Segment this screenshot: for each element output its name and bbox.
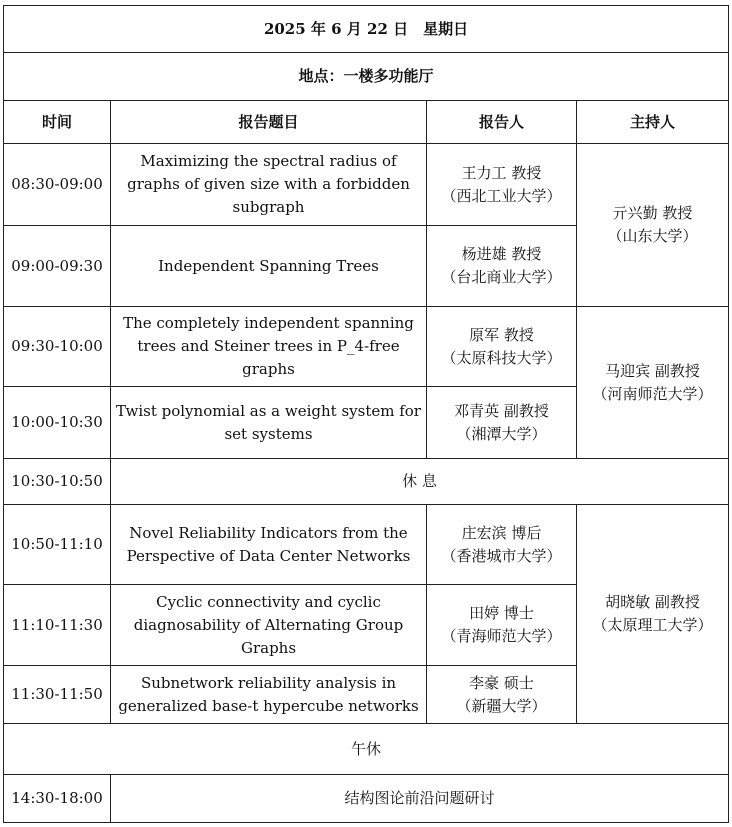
host-affiliation: （河南师范大学）	[592, 384, 713, 403]
speaker-name: 邓青英 副教授	[454, 401, 549, 420]
talk-time: 09:00-09:30	[4, 226, 111, 307]
venue-header: 地点：一楼多功能厅	[4, 53, 729, 101]
talk-speaker	[427, 307, 577, 387]
talk-speaker	[427, 387, 577, 459]
speaker-name: 田婷 博士	[469, 604, 534, 622]
col-time: 时间	[4, 101, 111, 144]
host-name: 马迎宾 副教授	[605, 361, 700, 380]
host-affiliation: （山东大学）	[607, 227, 698, 245]
speaker-name: 庄宏滨 博后	[461, 523, 542, 542]
col-speaker: 报告人	[427, 101, 577, 144]
break-time: 10:30-10:50	[4, 459, 111, 505]
talk-time: 11:30-11:50	[4, 666, 111, 724]
speaker-name: 李豪 硕士	[469, 673, 534, 692]
talk-time: 08:30-09:00	[4, 144, 111, 226]
talk-title: Maximizing the spectral radius of graphs of given size with a forbidden subgraph	[111, 144, 427, 226]
talk-speaker	[427, 505, 577, 585]
afternoon-label: 结构图论前沿问题研讨	[111, 775, 729, 823]
date-row	[4, 6, 729, 53]
host-affiliation: （太原理工大学）	[592, 616, 713, 634]
talk-title: Independent Spanning Trees	[111, 226, 427, 307]
break-row	[4, 459, 729, 505]
session-host	[577, 144, 729, 307]
talk-time: 10:00-10:30	[4, 387, 111, 459]
talk-title: Novel Reliability Indicators from the Perspective of Data Center Networks	[111, 505, 427, 585]
speaker-name: 王力工 教授	[461, 163, 542, 182]
date-header: 2025 年 6 月 22 日 星期日	[4, 6, 729, 53]
speaker-affiliation: （湘潭大学）	[456, 424, 547, 443]
speaker-affiliation: （香港城市大学）	[441, 546, 562, 565]
talk-title: Cyclic connectivity and cyclic diagnosability of Alternating Group Graphs	[111, 585, 427, 666]
lunch-row	[4, 724, 729, 775]
talk-speaker	[427, 666, 577, 724]
col-host: 主持人	[577, 101, 729, 144]
col-title: 报告题目	[111, 101, 427, 144]
speaker-name: 杨进雄 教授	[461, 245, 542, 263]
talk-row	[4, 505, 729, 585]
venue-row	[4, 53, 729, 101]
speaker-affiliation: （青海师范大学）	[441, 627, 562, 645]
break-label: 休 息	[111, 459, 729, 505]
host-name: 胡晓敏 副教授	[605, 593, 700, 611]
speaker-affiliation: （新疆大学）	[456, 696, 547, 715]
session-host	[577, 505, 729, 724]
lunch-label: 午休	[4, 724, 729, 775]
speaker-affiliation: （台北商业大学）	[441, 268, 562, 286]
talk-time: 11:10-11:30	[4, 585, 111, 666]
column-header-row	[4, 101, 729, 144]
session-host	[577, 307, 729, 459]
speaker-affiliation: （太原科技大学）	[441, 348, 562, 367]
speaker-name: 原军 教授	[469, 325, 534, 344]
talk-speaker	[427, 585, 577, 666]
afternoon-row	[4, 775, 729, 823]
talk-speaker	[427, 144, 577, 226]
schedule-table	[3, 5, 729, 823]
talk-time: 09:30-10:00	[4, 307, 111, 387]
talk-time: 10:50-11:10	[4, 505, 111, 585]
talk-row	[4, 144, 729, 226]
talk-speaker	[427, 226, 577, 307]
talk-title: Twist polynomial as a weight system for set systems	[111, 387, 427, 459]
talk-title: Subnetwork reliability analysis in generalized base-t hypercube networks	[111, 666, 427, 724]
talk-row	[4, 307, 729, 387]
afternoon-time: 14:30-18:00	[4, 775, 111, 823]
talk-title: The completely independent spanning trees and Steiner trees in P_4-free graphs	[111, 307, 427, 387]
speaker-affiliation: （西北工业大学）	[441, 186, 562, 205]
host-name: 亓兴勤 教授	[612, 204, 693, 222]
